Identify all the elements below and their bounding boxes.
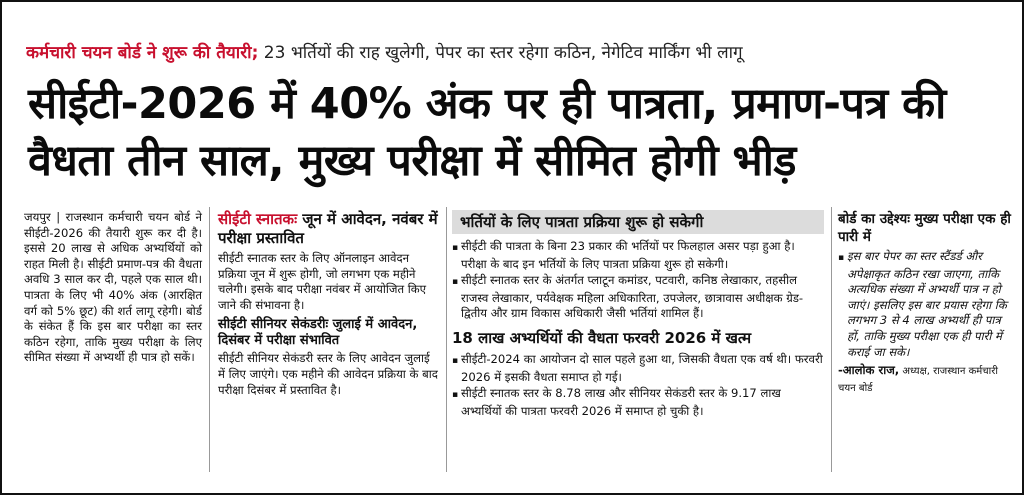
column-intro bbox=[24, 210, 202, 366]
graduate-level-paragraph: सीईटी स्नातक स्तर के लिए ऑनलाइन आवेदन प्रक्रिया जून में शुरू होगी, जो लगभग एक महीने चलेगी। इसके बाद परीक्षा नवंबर में आयोजित किए जाने की संभावना है। bbox=[218, 251, 427, 312]
column-divider bbox=[209, 207, 210, 472]
kicker-highlight: कर्मचारी चयन बोर्ड ने शुरू की तैयारी bbox=[26, 43, 252, 63]
kicker-text: 23 भर्तियों की राह खुलेगी, पेपर का स्तर रहेगा कठिन, नेगेटिव मार्किंग भी लागू bbox=[258, 43, 743, 63]
bullet-item: ▪ सीईटी की पात्रता के बिना 23 प्रकार की भर्तियों पर फिलहाल असर पड़ा हुआ है। परीक्षा के बाद इन भर्तियों के लिए पात्रता प्रक्रिया शुरू हो सकेगी। bbox=[452, 239, 824, 272]
eligibility-box-heading: भर्तियों के लिए पात्रता प्रक्रिया शुरू हो सकेगी bbox=[452, 210, 824, 234]
objective-heading: बोर्ड का उद्देश्यः मुख्य परीक्षा एक ही पारी में bbox=[838, 211, 1011, 245]
senior-secondary-paragraph: सीईटी सीनियर सेकंडरी स्तर के लिए आवेदन जुलाई में लिए जाएंगे। एक महीने की आवेदन प्रक्रिया के बाद परीक्षा दिसंबर में प्रस्तावित है। bbox=[218, 351, 438, 397]
bullet-item: ▪ सीईटी स्नातक स्तर के अंतर्गत प्लाटून कमांडर, पटवारी, कनिष्ठ लेखाकार, तहसील राजस्व लेखाकार, पर्यवेक्षक महिला अधिकारिता, उपजेलर, छात्रावास अधीक्षक ग्रेड-द्वितीय और ग्राम विकास अधिकारी जैसी भर्तियां शामिल हैं। bbox=[452, 273, 824, 322]
column-divider bbox=[446, 207, 447, 472]
attribution-role: अध्यक्ष, राजस्थान कर्मचारी चयन बोर्ड bbox=[838, 366, 998, 394]
intro-paragraph: जयपुर | राजस्थान कर्मचारी चयन बोर्ड ने सीईटी-2026 की तैयारी शुरू कर दी है। इससे 20 लाख से अधिक अभ्यर्थियों को राहत मिली है। सीईटी प्रमाण-पत्र की वैधता अवधि 3 साल कर दी, पहले एक साल थी। पात्रता के लिए भी 40% अंक (आरक्षित वर्ग को 5% छूट) की शर्त लागू रहेगी। बोर्ड के संकेत हैं कि इस बार परीक्षा का स्तर कठिन रहेगा, ताकि मुख्य परीक्षा के लिए सीमित संख्या में अभ्यर्थी ही पात्र हो सकें। bbox=[24, 210, 202, 365]
kicker-line bbox=[26, 42, 1016, 64]
column-board-objective bbox=[838, 210, 1016, 396]
graduate-level-label: सीईटी स्नातकः bbox=[218, 210, 298, 228]
graduate-level-title: जून में आवेदन, नवंबर में परीक्षा प्रस्तावित bbox=[218, 210, 438, 247]
column-divider bbox=[831, 207, 832, 472]
bullet-item: ▪ सीईटी-2024 का आयोजन दो साल पहले हुआ था, जिसकी वैधता एक वर्ष थी। फरवरी 2026 में इसकी वैधता समाप्त हो गई। bbox=[452, 352, 824, 385]
bullet-item: ▪ सीईटी स्नातक स्तर के 8.78 लाख और सीनियर सेकंडरी स्तर के 9.17 लाख अभ्यर्थियों की पात्रता फरवरी 2026 में समाप्त हो चुकी है। bbox=[452, 386, 824, 419]
column-exam-schedule bbox=[218, 210, 440, 398]
senior-secondary-heading: सीईटी सीनियर सेकंडरीः जुलाई में आवेदन, दिसंबर में परीक्षा संभावित bbox=[218, 317, 418, 349]
chairman-quote: ▪ इस बार पेपर का स्तर स्टैंडर्ड और अपेक्षाकृत कठिन रखा जाएगा, ताकि अत्यधिक संख्या में अभ्यर्थी पात्र न हो जाएं। इसलिए इस बार प्रयास रहेगा कि लगभग 3 से 4 लाख अभ्यर्थी ही पात्र हों, ताकि मुख्य परीक्षा एक ही पारी में कराई जा सके। bbox=[838, 249, 1016, 360]
graduate-level-heading bbox=[218, 210, 440, 248]
main-headline: सीईटी-2026 में 40% अंक पर ही पात्रता, प्रमाण-पत्र की वैधता तीन साल, मुख्य परीक्षा में सीमित होगी भीड़ bbox=[28, 79, 946, 186]
validity-heading: 18 लाख अभ्यर्थियों की वैधता फरवरी 2026 में खत्म bbox=[452, 328, 752, 347]
column-eligibility bbox=[452, 210, 824, 420]
quote-attribution bbox=[838, 363, 1016, 396]
kicker-separator: ; bbox=[251, 43, 259, 63]
attribution-name: -आलोक राज, bbox=[838, 363, 900, 378]
